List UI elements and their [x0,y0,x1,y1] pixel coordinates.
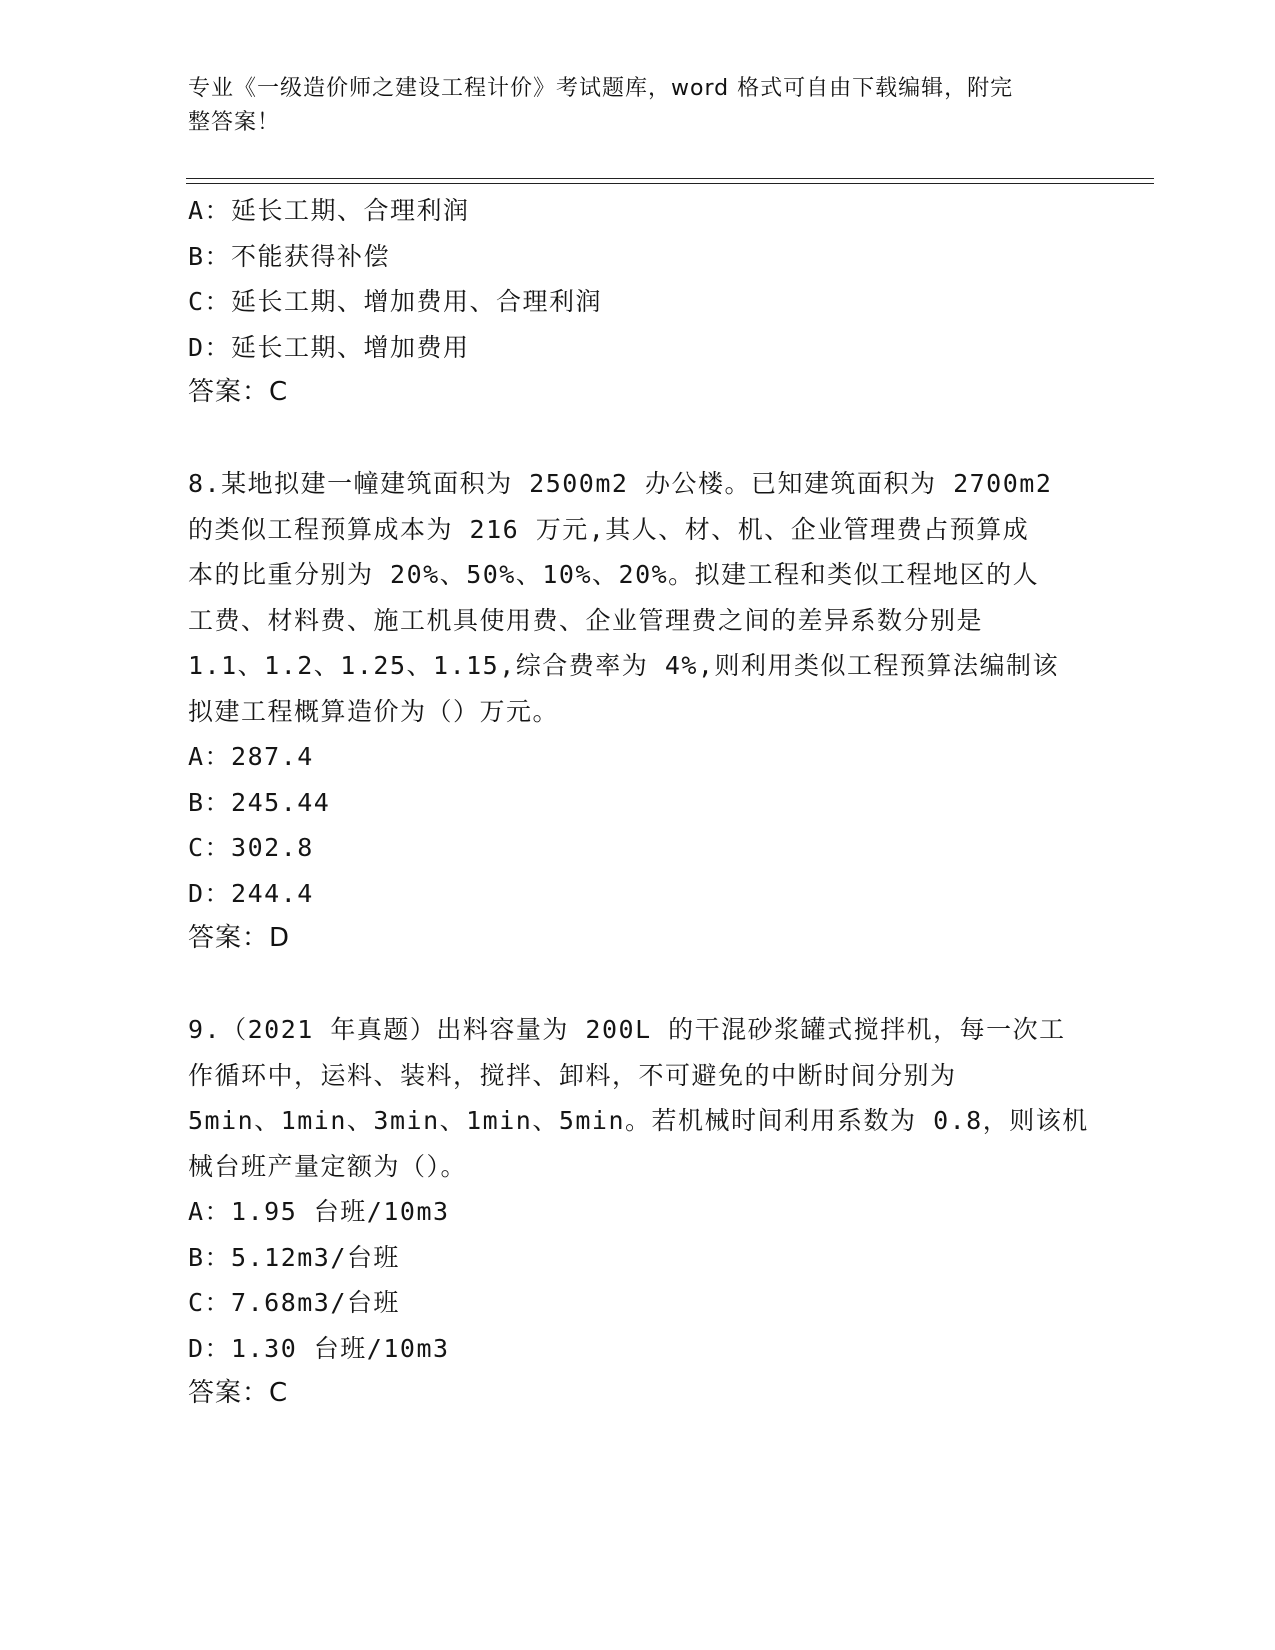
question-text-line: 械台班产量定额为（）。 [188,1151,468,1181]
answer-label: 答案：D [188,923,291,953]
question-content [188,188,1088,1417]
question-8 [188,461,1088,962]
header-line-1: 专业《一级造价师之建设工程计价》考试题库，word 格式可自由下载编辑，附完 [188,76,1014,101]
header-line-2: 整答案！ [188,110,281,135]
document-header [188,72,1068,140]
option-c: C：302.8 [188,833,314,862]
option-d: D：1.30 台班/10m3 [188,1333,450,1363]
option-d: D：244.4 [188,878,314,908]
question-text-line: 拟建工程概算造价为（）万元。 [188,696,560,726]
answer-label: 答案：C [188,1378,289,1408]
question-text-line: 8.某地拟建一幢建筑面积为 2500m2 办公楼。已知建筑面积为 2700m2 [188,469,1053,498]
option-a: A：1.95 台班/10m3 [188,1197,450,1226]
option-a: A：延长工期、合理利润 [188,196,470,225]
option-c: C：延长工期、增加费用、合理利润 [188,287,603,316]
question-text-line: 5min、1min、3min、1min、5min。若机械时间利用系数为 0.8，则该机 [188,1106,1089,1135]
option-b: B：245.44 [188,787,331,817]
question-9 [188,1007,1088,1417]
question-text-line: 作循环中，运料、装料，搅拌、卸料，不可避免的中断时间分别为 [188,1060,957,1090]
option-b: B：不能获得补偿 [188,241,391,271]
option-c: C：7.68m3/台班 [188,1288,400,1317]
header-divider-bottom [186,183,1154,184]
option-d: D：延长工期、增加费用 [188,332,470,362]
header-divider-top [186,178,1154,179]
option-b: B：5.12m3/台班 [188,1242,400,1272]
spacer [188,962,1088,1008]
question-text-line: 的类似工程预算成本为 216 万元,其人、材、机、企业管理费占预算成 [188,514,1030,544]
spacer [188,416,1088,462]
question-7 [188,188,1088,416]
question-text-line: 工费、材料费、施工机具使用费、企业管理费之间的差异系数分别是 [188,605,984,635]
question-text-line: 本的比重分别为 20%、50%、10%、20%。拟建工程和类似工程地区的人 [188,560,1040,589]
question-text-line: 9.（2021 年真题）出料容量为 200L 的干混砂浆罐式搅拌机，每一次工 [188,1015,1066,1044]
option-a: A：287.4 [188,742,314,771]
answer-label: 答案：C [188,377,289,407]
question-text-line: 1.1、1.2、1.25、1.15,综合费率为 4%,则利用类似工程预算法编制该 [188,651,1059,680]
